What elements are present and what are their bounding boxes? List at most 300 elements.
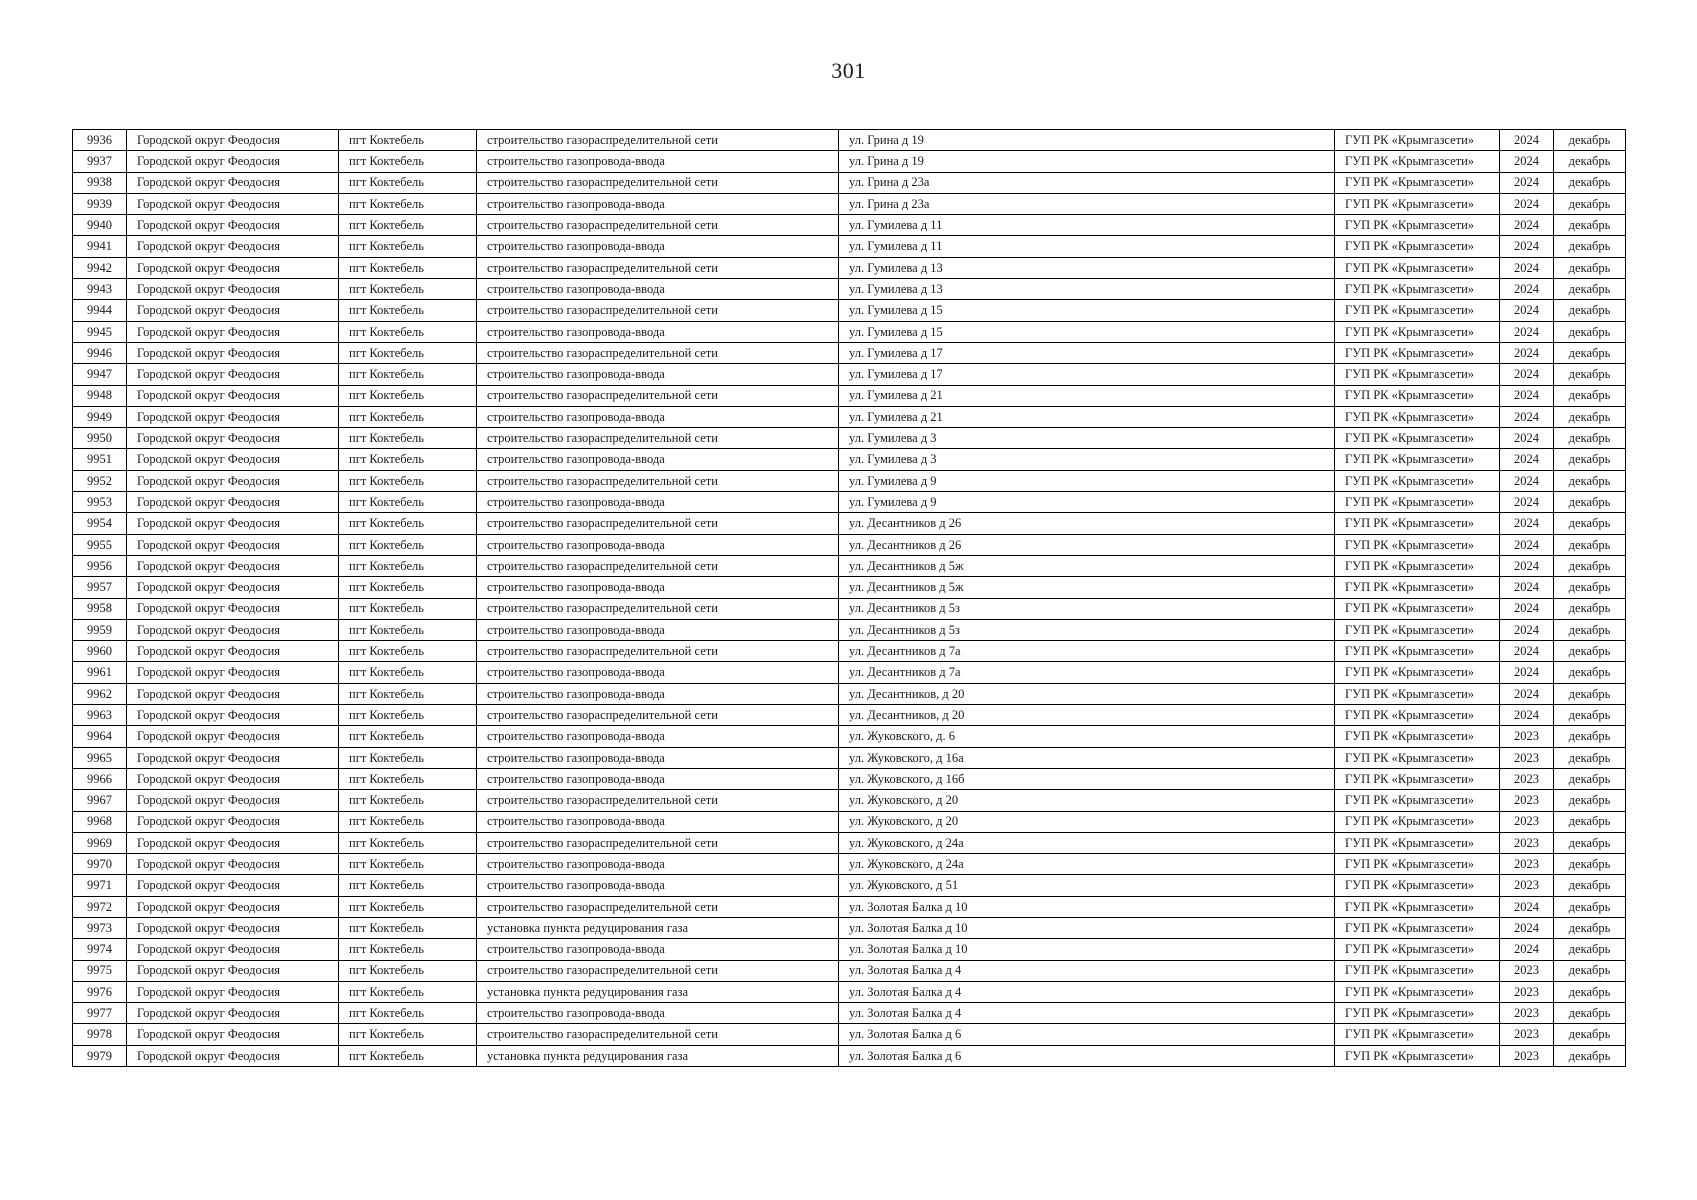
cell-settlement: пгт Коктебель (339, 555, 477, 576)
cell-municipality: Городской округ Феодосия (127, 939, 339, 960)
cell-settlement: пгт Коктебель (339, 641, 477, 662)
cell-row-number: 9952 (73, 470, 127, 491)
cell-contractor: ГУП РК «Крымгазсети» (1335, 875, 1500, 896)
table-row (73, 705, 1626, 726)
cell-address: ул. Золотая Балка д 10 (839, 896, 1335, 917)
table-row (73, 236, 1626, 257)
cell-settlement: пгт Коктебель (339, 854, 477, 875)
cell-address: ул. Гумилева д 15 (839, 300, 1335, 321)
cell-contractor: ГУП РК «Крымгазсети» (1335, 1024, 1500, 1045)
cell-address: ул. Золотая Балка д 4 (839, 1003, 1335, 1024)
cell-row-number: 9966 (73, 768, 127, 789)
table-row (73, 939, 1626, 960)
cell-month: декабрь (1554, 534, 1626, 555)
table-row (73, 215, 1626, 236)
cell-contractor: ГУП РК «Крымгазсети» (1335, 683, 1500, 704)
cell-month: декабрь (1554, 726, 1626, 747)
cell-municipality: Городской округ Феодосия (127, 917, 339, 938)
cell-address: ул. Жуковского, д 20 (839, 790, 1335, 811)
cell-address: ул. Десантников д 7а (839, 662, 1335, 683)
table-row (73, 960, 1626, 981)
cell-month: декабрь (1554, 619, 1626, 640)
cell-row-number: 9947 (73, 364, 127, 385)
cell-municipality: Городской округ Феодосия (127, 193, 339, 214)
cell-row-number: 9979 (73, 1045, 127, 1066)
cell-year: 2024 (1500, 130, 1554, 151)
cell-address: ул. Десантников д 26 (839, 534, 1335, 555)
cell-contractor: ГУП РК «Крымгазсети» (1335, 364, 1500, 385)
cell-municipality: Городской округ Феодосия (127, 960, 339, 981)
cell-settlement: пгт Коктебель (339, 193, 477, 214)
cell-month: декабрь (1554, 1045, 1626, 1066)
cell-year: 2024 (1500, 449, 1554, 470)
table-row (73, 726, 1626, 747)
cell-work-type: строительство газопровода-ввода (477, 151, 839, 172)
cell-year: 2024 (1500, 555, 1554, 576)
cell-month: декабрь (1554, 406, 1626, 427)
table-row (73, 428, 1626, 449)
cell-address: ул. Десантников д 5ж (839, 577, 1335, 598)
cell-municipality: Городской округ Феодосия (127, 130, 339, 151)
cell-contractor: ГУП РК «Крымгазсети» (1335, 939, 1500, 960)
cell-year: 2023 (1500, 854, 1554, 875)
cell-month: декабрь (1554, 130, 1626, 151)
cell-contractor: ГУП РК «Крымгазсети» (1335, 619, 1500, 640)
cell-month: декабрь (1554, 917, 1626, 938)
cell-year: 2024 (1500, 619, 1554, 640)
cell-address: ул. Гумилева д 3 (839, 428, 1335, 449)
cell-address: ул. Десантников д 5з (839, 598, 1335, 619)
cell-work-type: строительство газораспределительной сети (477, 555, 839, 576)
cell-month: декабрь (1554, 768, 1626, 789)
cell-contractor: ГУП РК «Крымгазсети» (1335, 513, 1500, 534)
cell-year: 2024 (1500, 641, 1554, 662)
cell-settlement: пгт Коктебель (339, 768, 477, 789)
cell-contractor: ГУП РК «Крымгазсети» (1335, 960, 1500, 981)
cell-settlement: пгт Коктебель (339, 1024, 477, 1045)
cell-municipality: Городской округ Феодосия (127, 151, 339, 172)
cell-municipality: Городской округ Феодосия (127, 555, 339, 576)
cell-month: декабрь (1554, 960, 1626, 981)
cell-year: 2024 (1500, 534, 1554, 555)
cell-settlement: пгт Коктебель (339, 257, 477, 278)
cell-work-type: строительство газопровода-ввода (477, 279, 839, 300)
cell-row-number: 9954 (73, 513, 127, 534)
cell-municipality: Городской округ Феодосия (127, 598, 339, 619)
cell-address: ул. Золотая Балка д 4 (839, 960, 1335, 981)
cell-row-number: 9961 (73, 662, 127, 683)
cell-settlement: пгт Коктебель (339, 236, 477, 257)
cell-month: декабрь (1554, 321, 1626, 342)
table-row (73, 130, 1626, 151)
cell-work-type: установка пункта редуцирования газа (477, 1045, 839, 1066)
cell-row-number: 9938 (73, 172, 127, 193)
cell-address: ул. Жуковского, д 24а (839, 854, 1335, 875)
gasification-table (72, 129, 1626, 1067)
cell-month: декабрь (1554, 555, 1626, 576)
table-row (73, 449, 1626, 470)
cell-municipality: Городской округ Феодосия (127, 470, 339, 491)
cell-contractor: ГУП РК «Крымгазсети» (1335, 705, 1500, 726)
cell-row-number: 9939 (73, 193, 127, 214)
cell-settlement: пгт Коктебель (339, 406, 477, 427)
table-row (73, 768, 1626, 789)
cell-work-type: строительство газопровода-ввода (477, 662, 839, 683)
cell-month: декабрь (1554, 257, 1626, 278)
cell-year: 2024 (1500, 939, 1554, 960)
cell-municipality: Городской округ Феодосия (127, 492, 339, 513)
table-row (73, 321, 1626, 342)
cell-month: декабрь (1554, 385, 1626, 406)
cell-month: декабрь (1554, 598, 1626, 619)
cell-contractor: ГУП РК «Крымгазсети» (1335, 981, 1500, 1002)
cell-municipality: Городской округ Феодосия (127, 257, 339, 278)
cell-address: ул. Жуковского, д 24а (839, 832, 1335, 853)
cell-settlement: пгт Коктебель (339, 321, 477, 342)
cell-row-number: 9951 (73, 449, 127, 470)
table-row (73, 747, 1626, 768)
cell-row-number: 9942 (73, 257, 127, 278)
cell-row-number: 9969 (73, 832, 127, 853)
cell-year: 2023 (1500, 747, 1554, 768)
cell-month: декабрь (1554, 683, 1626, 704)
cell-settlement: пгт Коктебель (339, 470, 477, 491)
cell-contractor: ГУП РК «Крымгазсети» (1335, 811, 1500, 832)
table-row (73, 364, 1626, 385)
cell-settlement: пгт Коктебель (339, 364, 477, 385)
cell-year: 2024 (1500, 385, 1554, 406)
cell-work-type: строительство газопровода-ввода (477, 492, 839, 513)
cell-address: ул. Гумилева д 17 (839, 342, 1335, 363)
cell-municipality: Городской округ Феодосия (127, 172, 339, 193)
cell-work-type: строительство газораспределительной сети (477, 215, 839, 236)
page-number: 301 (831, 58, 866, 83)
table-row (73, 555, 1626, 576)
cell-row-number: 9965 (73, 747, 127, 768)
cell-year: 2023 (1500, 1003, 1554, 1024)
cell-municipality: Городской округ Феодосия (127, 747, 339, 768)
table-row (73, 193, 1626, 214)
cell-month: декабрь (1554, 279, 1626, 300)
cell-contractor: ГУП РК «Крымгазсети» (1335, 768, 1500, 789)
cell-month: декабрь (1554, 193, 1626, 214)
cell-contractor: ГУП РК «Крымгазсети» (1335, 151, 1500, 172)
cell-month: декабрь (1554, 513, 1626, 534)
cell-address: ул. Жуковского, д. 6 (839, 726, 1335, 747)
cell-contractor: ГУП РК «Крымгазсети» (1335, 1045, 1500, 1066)
cell-address: ул. Гумилева д 13 (839, 257, 1335, 278)
cell-month: декабрь (1554, 577, 1626, 598)
cell-row-number: 9948 (73, 385, 127, 406)
cell-year: 2024 (1500, 513, 1554, 534)
cell-settlement: пгт Коктебель (339, 215, 477, 236)
cell-address: ул. Гумилева д 17 (839, 364, 1335, 385)
table-row (73, 875, 1626, 896)
cell-year: 2023 (1500, 1024, 1554, 1045)
cell-municipality: Городской округ Феодосия (127, 1003, 339, 1024)
cell-year: 2024 (1500, 342, 1554, 363)
cell-contractor: ГУП РК «Крымгазсети» (1335, 641, 1500, 662)
cell-work-type: установка пункта редуцирования газа (477, 981, 839, 1002)
cell-month: декабрь (1554, 428, 1626, 449)
cell-contractor: ГУП РК «Крымгазсети» (1335, 534, 1500, 555)
cell-year: 2024 (1500, 300, 1554, 321)
cell-settlement: пгт Коктебель (339, 577, 477, 598)
cell-settlement: пгт Коктебель (339, 726, 477, 747)
table-row (73, 917, 1626, 938)
cell-address: ул. Гумилева д 3 (839, 449, 1335, 470)
table-row (73, 598, 1626, 619)
cell-work-type: строительство газопровода-ввода (477, 236, 839, 257)
cell-year: 2024 (1500, 705, 1554, 726)
cell-month: декабрь (1554, 364, 1626, 385)
cell-address: ул. Гумилева д 9 (839, 470, 1335, 491)
cell-contractor: ГУП РК «Крымгазсети» (1335, 492, 1500, 513)
cell-year: 2024 (1500, 321, 1554, 342)
cell-municipality: Городской округ Феодосия (127, 428, 339, 449)
cell-year: 2024 (1500, 577, 1554, 598)
cell-settlement: пгт Коктебель (339, 811, 477, 832)
cell-contractor: ГУП РК «Крымгазсети» (1335, 428, 1500, 449)
cell-row-number: 9977 (73, 1003, 127, 1024)
cell-year: 2024 (1500, 172, 1554, 193)
cell-year: 2024 (1500, 279, 1554, 300)
cell-municipality: Городской округ Феодосия (127, 279, 339, 300)
table-row (73, 1045, 1626, 1066)
cell-row-number: 9953 (73, 492, 127, 513)
cell-municipality: Городской округ Феодосия (127, 854, 339, 875)
cell-row-number: 9957 (73, 577, 127, 598)
cell-address: ул. Гумилева д 15 (839, 321, 1335, 342)
cell-settlement: пгт Коктебель (339, 1003, 477, 1024)
cell-municipality: Городской округ Феодосия (127, 300, 339, 321)
cell-contractor: ГУП РК «Крымгазсети» (1335, 449, 1500, 470)
cell-work-type: строительство газопровода-ввода (477, 768, 839, 789)
cell-settlement: пгт Коктебель (339, 385, 477, 406)
cell-municipality: Городской округ Феодосия (127, 705, 339, 726)
cell-address: ул. Десантников, д 20 (839, 683, 1335, 704)
table-row (73, 896, 1626, 917)
cell-work-type: строительство газораспределительной сети (477, 1024, 839, 1045)
cell-address: ул. Жуковского, д 20 (839, 811, 1335, 832)
cell-address: ул. Золотая Балка д 4 (839, 981, 1335, 1002)
cell-contractor: ГУП РК «Крымгазсети» (1335, 470, 1500, 491)
cell-contractor: ГУП РК «Крымгазсети» (1335, 598, 1500, 619)
cell-work-type: установка пункта редуцирования газа (477, 917, 839, 938)
cell-municipality: Городской округ Феодосия (127, 1024, 339, 1045)
cell-row-number: 9972 (73, 896, 127, 917)
cell-month: декабрь (1554, 896, 1626, 917)
cell-row-number: 9963 (73, 705, 127, 726)
cell-contractor: ГУП РК «Крымгазсети» (1335, 406, 1500, 427)
cell-contractor: ГУП РК «Крымгазсети» (1335, 832, 1500, 853)
cell-row-number: 9955 (73, 534, 127, 555)
cell-municipality: Городской округ Феодосия (127, 577, 339, 598)
cell-settlement: пгт Коктебель (339, 917, 477, 938)
cell-address: ул. Гумилева д 9 (839, 492, 1335, 513)
cell-month: декабрь (1554, 981, 1626, 1002)
cell-work-type: строительство газопровода-ввода (477, 747, 839, 768)
cell-month: декабрь (1554, 641, 1626, 662)
cell-work-type: строительство газопровода-ввода (477, 193, 839, 214)
cell-work-type: строительство газопровода-ввода (477, 854, 839, 875)
cell-settlement: пгт Коктебель (339, 939, 477, 960)
cell-row-number: 9949 (73, 406, 127, 427)
cell-month: декабрь (1554, 342, 1626, 363)
cell-work-type: строительство газопровода-ввода (477, 619, 839, 640)
cell-municipality: Городской округ Феодосия (127, 513, 339, 534)
cell-work-type: строительство газораспределительной сети (477, 428, 839, 449)
cell-address: ул. Золотая Балка д 10 (839, 939, 1335, 960)
cell-month: декабрь (1554, 470, 1626, 491)
cell-year: 2024 (1500, 406, 1554, 427)
cell-address: ул. Гумилева д 21 (839, 406, 1335, 427)
cell-row-number: 9959 (73, 619, 127, 640)
table-row (73, 832, 1626, 853)
cell-municipality: Городской округ Феодосия (127, 832, 339, 853)
cell-address: ул. Золотая Балка д 10 (839, 917, 1335, 938)
cell-row-number: 9941 (73, 236, 127, 257)
cell-row-number: 9956 (73, 555, 127, 576)
cell-contractor: ГУП РК «Крымгазсети» (1335, 342, 1500, 363)
cell-row-number: 9967 (73, 790, 127, 811)
table-row (73, 470, 1626, 491)
cell-contractor: ГУП РК «Крымгазсети» (1335, 896, 1500, 917)
cell-address: ул. Грина д 19 (839, 130, 1335, 151)
cell-municipality: Городской округ Феодосия (127, 321, 339, 342)
cell-contractor: ГУП РК «Крымгазсети» (1335, 321, 1500, 342)
cell-municipality: Городской округ Феодосия (127, 1045, 339, 1066)
cell-work-type: строительство газораспределительной сети (477, 342, 839, 363)
cell-work-type: строительство газопровода-ввода (477, 449, 839, 470)
cell-address: ул. Грина д 19 (839, 151, 1335, 172)
table-row (73, 534, 1626, 555)
cell-month: декабрь (1554, 939, 1626, 960)
cell-month: декабрь (1554, 449, 1626, 470)
cell-contractor: ГУП РК «Крымгазсети» (1335, 555, 1500, 576)
table-row (73, 342, 1626, 363)
table-row (73, 300, 1626, 321)
cell-settlement: пгт Коктебель (339, 279, 477, 300)
cell-row-number: 9958 (73, 598, 127, 619)
cell-municipality: Городской округ Феодосия (127, 364, 339, 385)
cell-row-number: 9937 (73, 151, 127, 172)
cell-month: декабрь (1554, 215, 1626, 236)
cell-month: декабрь (1554, 236, 1626, 257)
cell-work-type: строительство газопровода-ввода (477, 811, 839, 832)
cell-address: ул. Грина д 23а (839, 172, 1335, 193)
table-row (73, 172, 1626, 193)
table-row (73, 683, 1626, 704)
cell-row-number: 9950 (73, 428, 127, 449)
cell-contractor: ГУП РК «Крымгазсети» (1335, 726, 1500, 747)
cell-month: декабрь (1554, 1024, 1626, 1045)
cell-work-type: строительство газопровода-ввода (477, 1003, 839, 1024)
cell-settlement: пгт Коктебель (339, 513, 477, 534)
cell-year: 2024 (1500, 598, 1554, 619)
cell-municipality: Городской округ Феодосия (127, 406, 339, 427)
cell-settlement: пгт Коктебель (339, 832, 477, 853)
cell-year: 2024 (1500, 492, 1554, 513)
cell-address: ул. Жуковского, д 16а (839, 747, 1335, 768)
cell-address: ул. Гумилева д 11 (839, 215, 1335, 236)
cell-municipality: Городской округ Феодосия (127, 896, 339, 917)
cell-year: 2024 (1500, 215, 1554, 236)
cell-work-type: строительство газопровода-ввода (477, 683, 839, 704)
table-row (73, 492, 1626, 513)
cell-contractor: ГУП РК «Крымгазсети» (1335, 130, 1500, 151)
cell-contractor: ГУП РК «Крымгазсети» (1335, 577, 1500, 598)
cell-row-number: 9943 (73, 279, 127, 300)
table-row (73, 513, 1626, 534)
cell-work-type: строительство газораспределительной сети (477, 598, 839, 619)
cell-work-type: строительство газопровода-ввода (477, 726, 839, 747)
cell-work-type: строительство газораспределительной сети (477, 513, 839, 534)
cell-work-type: строительство газопровода-ввода (477, 364, 839, 385)
cell-contractor: ГУП РК «Крымгазсети» (1335, 236, 1500, 257)
cell-contractor: ГУП РК «Крымгазсети» (1335, 1003, 1500, 1024)
table-row (73, 1024, 1626, 1045)
cell-settlement: пгт Коктебель (339, 1045, 477, 1066)
cell-year: 2024 (1500, 193, 1554, 214)
cell-address: ул. Десантников, д 20 (839, 705, 1335, 726)
table-row (73, 406, 1626, 427)
cell-settlement: пгт Коктебель (339, 981, 477, 1002)
cell-year: 2024 (1500, 257, 1554, 278)
cell-month: декабрь (1554, 747, 1626, 768)
cell-contractor: ГУП РК «Крымгазсети» (1335, 854, 1500, 875)
cell-work-type: строительство газораспределительной сети (477, 641, 839, 662)
cell-address: ул. Десантников д 26 (839, 513, 1335, 534)
cell-settlement: пгт Коктебель (339, 747, 477, 768)
cell-settlement: пгт Коктебель (339, 130, 477, 151)
cell-month: декабрь (1554, 790, 1626, 811)
cell-year: 2024 (1500, 364, 1554, 385)
cell-contractor: ГУП РК «Крымгазсети» (1335, 257, 1500, 278)
cell-year: 2024 (1500, 151, 1554, 172)
cell-contractor: ГУП РК «Крымгазсети» (1335, 662, 1500, 683)
cell-month: декабрь (1554, 854, 1626, 875)
cell-month: декабрь (1554, 1003, 1626, 1024)
cell-row-number: 9968 (73, 811, 127, 832)
cell-settlement: пгт Коктебель (339, 960, 477, 981)
cell-settlement: пгт Коктебель (339, 875, 477, 896)
cell-contractor: ГУП РК «Крымгазсети» (1335, 790, 1500, 811)
cell-address: ул. Золотая Балка д 6 (839, 1045, 1335, 1066)
cell-settlement: пгт Коктебель (339, 896, 477, 917)
cell-address: ул. Грина д 23а (839, 193, 1335, 214)
cell-work-type: строительство газораспределительной сети (477, 300, 839, 321)
cell-row-number: 9973 (73, 917, 127, 938)
cell-work-type: строительство газораспределительной сети (477, 172, 839, 193)
cell-contractor: ГУП РК «Крымгазсети» (1335, 172, 1500, 193)
cell-contractor: ГУП РК «Крымгазсети» (1335, 215, 1500, 236)
cell-contractor: ГУП РК «Крымгазсети» (1335, 193, 1500, 214)
cell-settlement: пгт Коктебель (339, 449, 477, 470)
cell-row-number: 9960 (73, 641, 127, 662)
cell-month: декабрь (1554, 300, 1626, 321)
cell-row-number: 9944 (73, 300, 127, 321)
cell-address: ул. Жуковского, д 51 (839, 875, 1335, 896)
table-row (73, 854, 1626, 875)
cell-municipality: Городской округ Феодосия (127, 641, 339, 662)
cell-year: 2024 (1500, 470, 1554, 491)
cell-work-type: строительство газораспределительной сети (477, 790, 839, 811)
cell-settlement: пгт Коктебель (339, 428, 477, 449)
table-row (73, 619, 1626, 640)
cell-year: 2024 (1500, 683, 1554, 704)
cell-municipality: Городской округ Феодосия (127, 811, 339, 832)
